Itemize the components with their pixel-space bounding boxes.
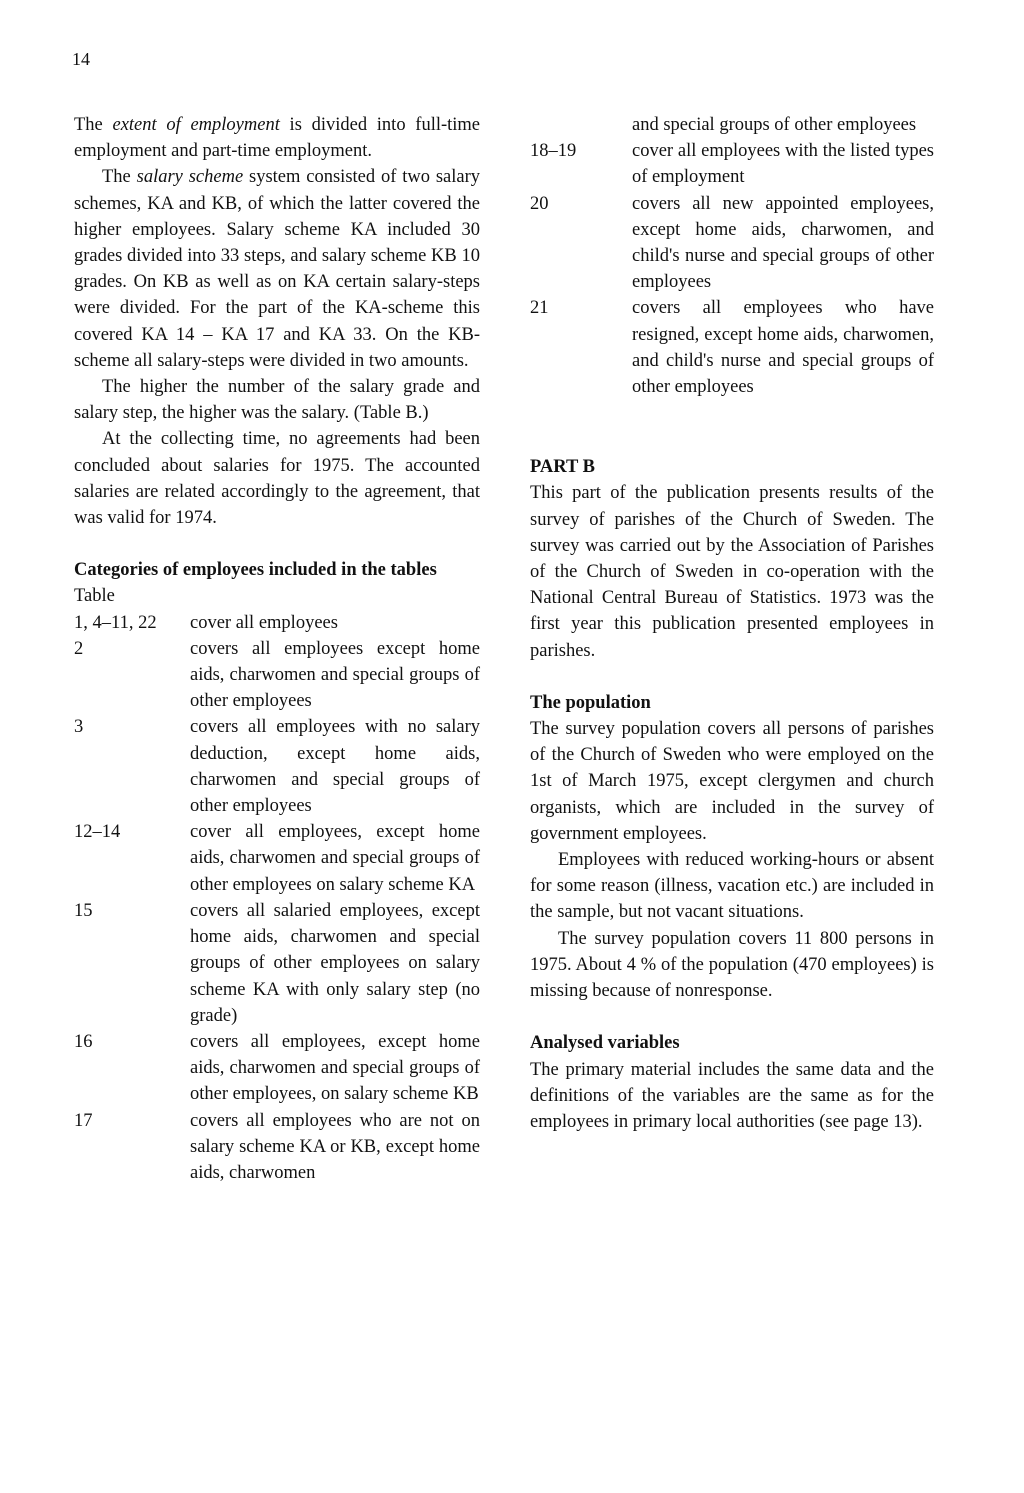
extent-term: extent of employment [112, 115, 280, 135]
population-heading: The population [530, 692, 651, 713]
table-label: Table [74, 586, 115, 607]
category-description: cover all employees with the listed types of employment [632, 141, 934, 188]
analysed-variables-heading: Analysed variables [530, 1033, 680, 1054]
analysed-variables-paragraph: The primary material includes the same data and the definitions of the variables are the same as for the employees in primary local authorities (see page 13). [530, 1059, 934, 1132]
category-table-number: 1, 4–11, 22 [74, 612, 157, 633]
categories-table [74, 610, 480, 1186]
category-row [530, 191, 934, 296]
extent-paragraph: The extent of employment is divided into full-time employment and part-time employment. [74, 115, 481, 162]
collecting-paragraph: At the collecting time, no agreements had been concluded about salaries for 1975. The accounted salaries are related accordingly to the agreement, that was valid for 1974. [74, 429, 480, 529]
category-description: covers all new appointed employees, except home aids, charwomen, and child's nurse and special groups of other employees [632, 193, 934, 293]
category-description: and special groups of other employees [632, 115, 917, 135]
reduced-hours-paragraph: Employees with reduced working-hours or absent for some reason (illness, vacation etc.) are included in the sample, but not vacant situations. [530, 850, 934, 923]
category-row [74, 610, 480, 636]
category-description: cover all employees [190, 612, 338, 633]
category-description: covers all employees who have resigned, except home aids, charwomen, and child's nurse and special groups of other employees [632, 298, 934, 398]
category-row [530, 112, 934, 138]
category-description: covers all employees except home aids, charwomen and special groups of other employees [190, 638, 480, 712]
category-row [74, 636, 480, 715]
category-description: covers all employees, except home aids, charwomen and special groups of other employees, on salary scheme KB [190, 1031, 480, 1105]
category-table-number: 20 [530, 193, 549, 214]
category-row [74, 1029, 480, 1108]
category-description: covers all employees who are not on salary scheme KA or KB, except home aids, charwomen [190, 1110, 480, 1183]
salary-scheme-term: salary scheme [136, 167, 244, 188]
categories-table-continued [530, 112, 934, 400]
category-row [74, 714, 480, 819]
population-paragraph: The survey population covers all persons of parishes of the Church of Sweden who were employed on the 1st of March 1975, except clergymen and church organists, which are included in the survey of government employees. [530, 719, 934, 844]
category-table-number: 3 [74, 717, 84, 738]
survey-size-paragraph: The survey population covers 11 800 persons in 1975. About 4 % of the population (470 employees) is missing because of nonresponse. [530, 928, 934, 1002]
category-table-number: 12–14 [74, 822, 121, 843]
category-table-number: 17 [74, 1110, 93, 1131]
category-description: cover all employees, except home aids, charwomen and special groups of other employees on salary scheme KA [190, 822, 480, 895]
category-row [530, 295, 934, 400]
page-number: 14 [72, 49, 90, 69]
category-description: covers all salaried employees, except home aids, charwomen and special groups of other employees on salary scheme KA with only salary step (no grade) [190, 900, 480, 1026]
categories-heading: Categories of employees included in the tables [74, 560, 437, 581]
right-column [530, 112, 934, 1135]
category-table-number: 2 [74, 638, 84, 659]
category-row [74, 1108, 480, 1187]
part-b-paragraph: This part of the publication presents results of the survey of parishes of the Church of Sweden. The survey was carried out by the Association of Parishes of the Church of Sweden in co-operation with the National Central Bureau of Statistics. 1973 was the first year this publication presented employees in parishes. [530, 483, 934, 661]
category-table-number: 15 [74, 900, 93, 921]
category-table-number: 18–19 [530, 141, 577, 162]
category-row [74, 898, 480, 1029]
category-row [74, 819, 480, 898]
category-row [530, 138, 934, 190]
salary-scheme-paragraph: The salary scheme system consisted of two salary schemes, KA and KB, of which the latter covered the higher employees. Salary scheme KA included 30 grades divided into 33 steps, and salary scheme KB 10 grades. On KB as well as on KA certain salary-steps were divided. For the part of the KA-scheme this covered KA 14 – KA 17 and KA 33. On the KB-scheme all salary-steps were divided in two amounts. [74, 167, 480, 371]
higher-paragraph: The higher the number of the salary grade and salary step, the higher was the salary. (Table B.) [74, 377, 480, 424]
category-table-number: 21 [530, 298, 549, 319]
category-table-number: 16 [74, 1031, 93, 1052]
part-b-heading: PART B [530, 457, 595, 478]
category-description: covers all employees with no salary deduction, except home aids, charwomen and special groups of other employees [190, 717, 480, 817]
left-column [74, 112, 480, 1186]
